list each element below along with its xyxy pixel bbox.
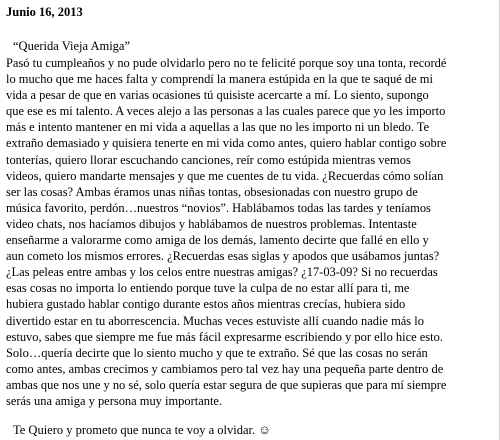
letter-body <box>6 55 496 409</box>
body-line: ¿Las peleas entre ambas y los celos entre nuestras amigas? ¿17-03-09? Si no recuerdas <box>6 265 438 280</box>
body-line: hubiera gustado hablar contigo durante estos años mientras crecías, hubiera sido <box>6 297 406 312</box>
body-line: estuvo, sabes que siempre me fue más fácil expresarme escribiendo y por ello hice esto. <box>6 329 443 344</box>
body-line: más e intento mantener en mi vida a aquellas a las que no les importo ni un bledo. Te <box>6 120 430 135</box>
letter-closing: Te Quiero y prometo que nunca te voy a olvidar. ☺ <box>13 423 271 437</box>
letter-greeting: “Querida Vieja Amiga” <box>13 39 131 53</box>
body-line: tonterías, quiero llorar escuchando canciones, reír como estúpida mientras vemos <box>6 152 411 167</box>
body-line: videos, quiero mandarte mensajes y que me cuentes de tu vida. ¿Recuerdas cómo solían <box>6 168 444 183</box>
body-line: esas cosas no importa lo entiendo porque tuve la culpa de no estar allí para ti, me <box>6 281 410 296</box>
body-line: serás una amiga y persona muy importante. <box>6 393 223 408</box>
body-line: que ese es mi talento. A veces alejo a las personas a las cuales parece que yo les importo <box>6 104 446 119</box>
body-line: enseñarme a valorarme como amiga de los demás, lamento decirte que fallé en ello y <box>6 233 429 248</box>
body-line: música favorito, perdón…nuestros “novios”. Hablábamos todas las tardes y teníamos <box>6 200 431 215</box>
body-line: aun cometo los mismos errores. ¿Recuerdas esas siglas y apodos que usábamos juntas? <box>6 249 440 264</box>
body-line: ser las cosas? Ambas éramos unas niñas tontas, obsesionadas con nuestro grupo de <box>6 184 418 199</box>
body-line: extraño demasiado y quisiera tenerte en mi vida como antes, quiero hablar contigo sobre <box>6 136 447 151</box>
body-line: Solo…quería decirte que lo siento mucho y que te extraño. Sé que las cosas no serán <box>6 345 428 360</box>
body-line: divertido estar en tu aborrescencia. Muchas veces estuviste allí cuando nadie más lo <box>6 313 424 328</box>
body-line: lo mucho que me haces falta y comprendí la manera estúpida en la que te saqué de mi <box>6 72 433 87</box>
body-line: vida a pesar de que en varias ocasiones tú quisiste acercarte a mí. Lo siento, supongo <box>6 88 429 103</box>
body-line: ambas que nos une y no sé, solo quería estar segura de que supieras que para mí siempre <box>6 377 447 392</box>
body-line: video chats, nos hacíamos dibujos y hablábamos de nuestros problemas. Intentaste <box>6 216 417 231</box>
body-line: Pasó tu cumpleaños y no pude olvidarlo pero no te felicité porque soy una tonta, recordé <box>6 56 447 70</box>
letter-date: Junio 16, 2013 <box>6 5 83 19</box>
body-line: como antes, ambas crecimos y cambiamos pero tal vez hay una pequeña parte dentro de <box>6 361 444 376</box>
